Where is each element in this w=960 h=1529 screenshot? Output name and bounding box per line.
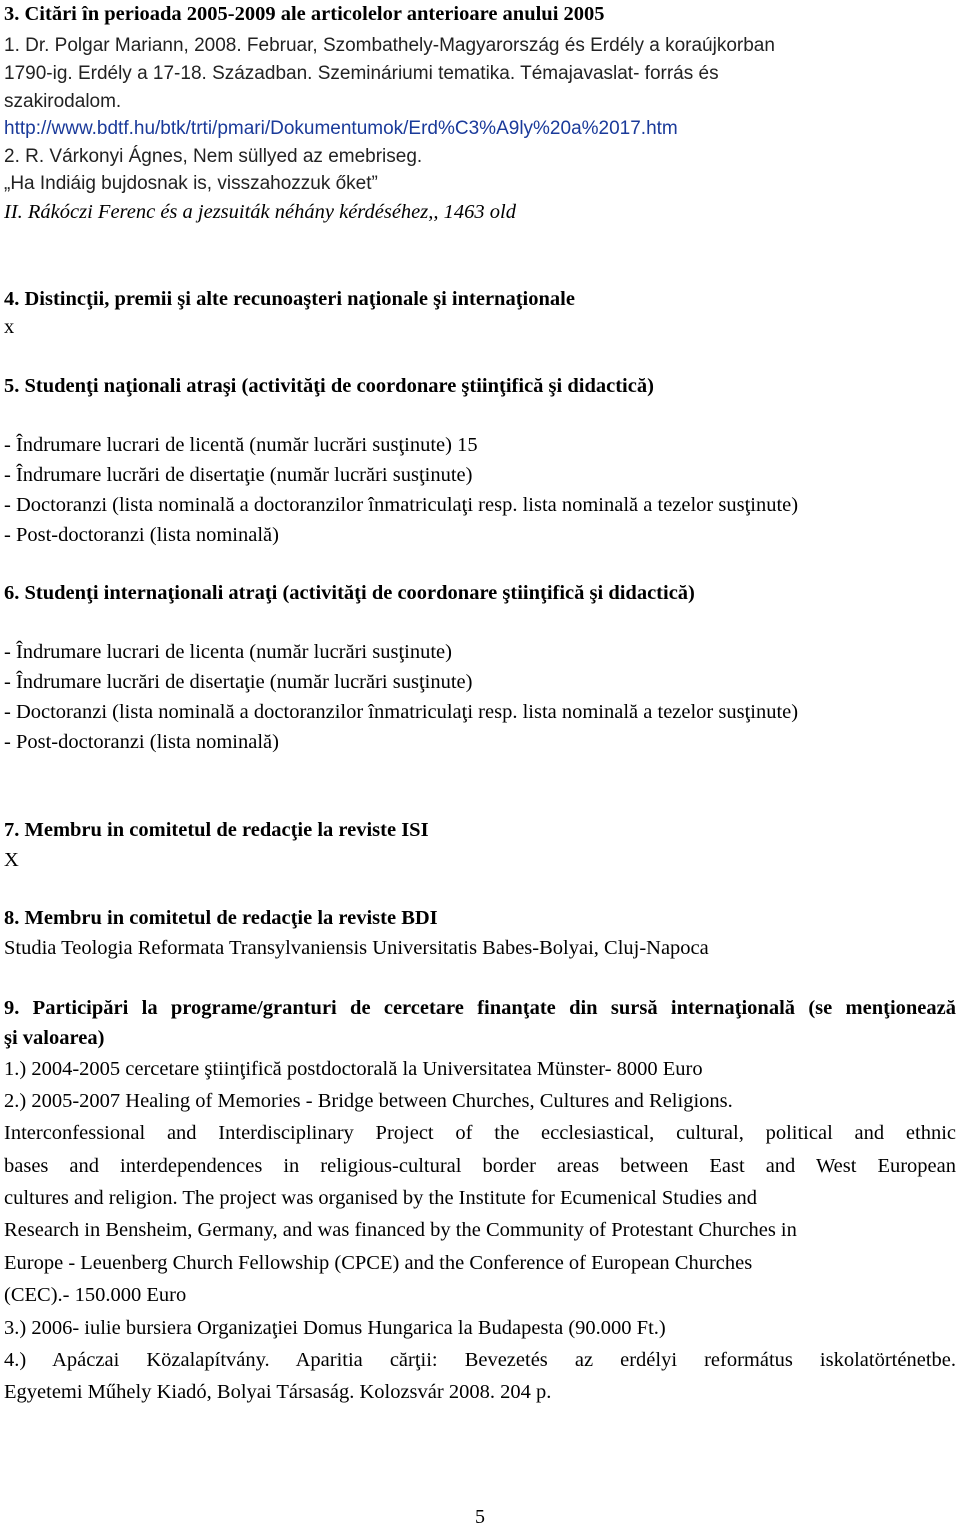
grant-line: 4.) Apáczai Közalapítvány. Aparitia cărţii: Bevezetés az erdélyi református iskolatörténetbe. (4, 1349, 956, 1371)
section-5-heading: 5. Studenţi naţionali atraşi (activităţi de coordonare ştiinţifică şi didactică) (4, 375, 654, 397)
grant-line: (CEC).- 150.000 Euro (4, 1284, 187, 1306)
section-4-heading: 4. Distincţii, premii şi alte recunoaşteri naţionale şi internaţionale (4, 288, 575, 310)
section-8-heading: 8. Membru in comitetul de redacţie la reviste BDI (4, 907, 438, 929)
section-9-heading-line-1: 9. Participări la programe/granturi de cercetare finanţate din sursă internaţională (se menţionează (4, 997, 956, 1019)
grant-line: Interconfessional and Interdisciplinary Project of the ecclesiastical, cultural, political and ethnic (4, 1122, 956, 1144)
section-7-value: X (4, 849, 19, 871)
citation-1-line-2: 1790-ig. Erdély a 17-18. Században. Szemináriumi tematika. Témajavaslat- forrás és (4, 63, 719, 84)
grant-line: Europe - Leuenberg Church Fellowship (CPCE) and the Conference of European Churches (4, 1252, 753, 1274)
grant-line: 2.) 2005-2007 Healing of Memories - Bridge between Churches, Cultures and Religions. (4, 1090, 733, 1112)
section-5-item: - Doctoranzi (lista nominală a doctoranzilor înmatriculaţi resp. lista nominală a tezelor susţinute) (4, 494, 799, 516)
section-5-item: - Post-doctoranzi (lista nominală) (4, 524, 279, 546)
section-6-item: - Post-doctoranzi (lista nominală) (4, 731, 279, 753)
grant-line: cultures and religion. The project was organised by the Institute for Ecumenical Studies and (4, 1187, 757, 1209)
section-6-heading: 6. Studenţi internaţionali atraţi (activităţi de coordonare ştiinţifică şi didactică) (4, 582, 695, 604)
citation-1-line-1: 1. Dr. Polgar Mariann, 2008. Februar, Szombathely-Magyarország és Erdély a koraújkorban (4, 35, 775, 56)
section-4-value: x (4, 316, 15, 338)
page-number: 5 (475, 1506, 485, 1528)
grant-line: 1.) 2004-2005 cercetare ştiinţifică postdoctorală la Universitatea Münster- 8000 Euro (4, 1058, 703, 1080)
section-7-heading: 7. Membru in comitetul de redacţie la reviste ISI (4, 819, 429, 841)
citation-1-link[interactable]: http://www.bdtf.hu/btk/trti/pmari/Dokumentumok/Erd%C3%A9ly%20a%2017.htm (4, 118, 678, 139)
grant-line: Research in Bensheim, Germany, and was financed by the Community of Protestant Churches in (4, 1219, 797, 1241)
section-8-value: Studia Teologia Reformata Transylvaniensis Universitatis Babes-Bolyai, Cluj-Napoca (4, 937, 709, 959)
grant-line: Egyetemi Műhely Kiadó, Bolyai Társaság. Kolozsvár 2008. 204 p. (4, 1381, 552, 1403)
citation-2-line-1: 2. R. Várkonyi Ágnes, Nem süllyed az emebriseg. (4, 146, 423, 167)
section-3-heading: 3. Citări în perioada 2005-2009 ale articolelor anterioare anului 2005 (4, 3, 605, 25)
citation-1-line-3: szakirodalom. (4, 91, 122, 112)
section-6-item: - Doctoranzi (lista nominală a doctoranzilor înmatriculaţi resp. lista nominală a tezelor susţinute) (4, 701, 799, 723)
citation-2-line-3: II. Rákóczi Ferenc és a jezsuiták néhány kérdéséhez,, 1463 old (4, 201, 516, 223)
citation-2-line-2: „Ha Indiáig bujdosnak is, visszahozzuk őket” (4, 173, 378, 194)
section-6-item: - Îndrumare lucrari de licenta (număr lucrări susţinute) (4, 641, 452, 663)
section-9-heading-line-2: şi valoarea) (4, 1027, 105, 1049)
section-6-item: - Îndrumare lucrări de disertaţie (număr lucrări susţinute) (4, 671, 473, 693)
section-5-item: - Îndrumare lucrari de licentă (număr lucrări susţinute) 15 (4, 434, 478, 456)
grant-line: 3.) 2006- iulie bursiera Organizaţiei Domus Hungarica la Budapesta (90.000 Ft.) (4, 1317, 666, 1339)
section-5-item: - Îndrumare lucrări de disertaţie (număr lucrări susţinute) (4, 464, 473, 486)
grant-line: bases and interdependences in religious-cultural border areas between East and West European (4, 1155, 956, 1177)
